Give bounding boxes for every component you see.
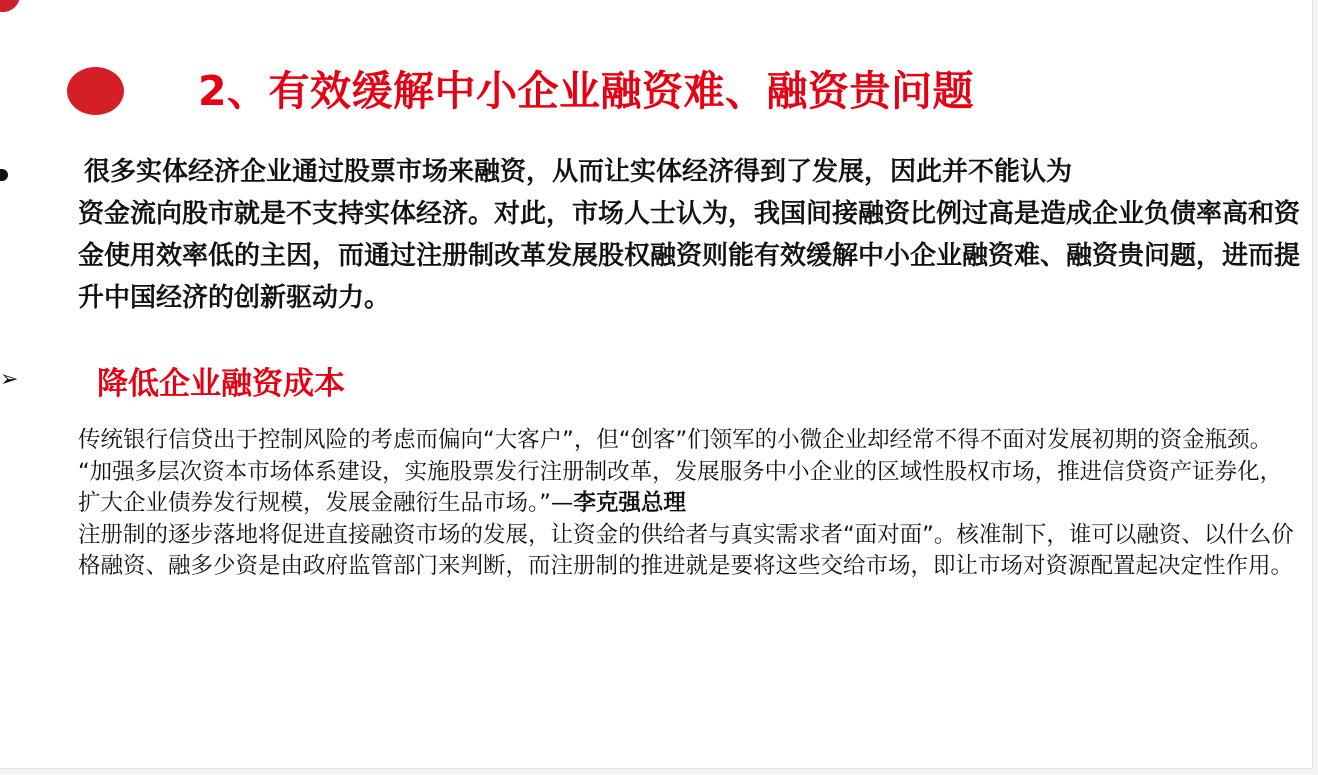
title-bullet-circle bbox=[67, 67, 124, 115]
body-paragraph-quote bbox=[78, 457, 1303, 520]
main-paragraph-first-line: 很多实体经济企业通过股票市场来融资，从而让实体经济得到了发展，因此并不能认为 bbox=[84, 157, 1073, 187]
quote-attribution: 李克强总理 bbox=[573, 490, 686, 516]
bullet-dot-icon bbox=[0, 169, 8, 181]
arrow-bullet-icon: ➢ bbox=[0, 367, 19, 392]
slide-title: 2、有效缓解中小企业融资难、融资贵问题 bbox=[198, 67, 975, 115]
quote-text: “加强多层次资本市场体系建设，实施股票发行注册制改革，发展服务中小企业的区域性股权市场，推进信贷资产证券化，扩大企业债券发行规模，发展金融衍生品市场。”— bbox=[78, 458, 1283, 516]
main-paragraph bbox=[78, 151, 1303, 319]
section-body bbox=[78, 425, 1303, 583]
corner-decoration bbox=[0, 0, 20, 12]
body-paragraph-credit: 传统银行信贷出于控制风险的考虑而偏向“大客户”，但“创客”们领军的小微企业却经常不得不面对发展初期的资金瓶颈。 bbox=[78, 427, 1273, 453]
main-paragraph-rest: 资金流向股市就是不支持实体经济。对此，市场人士认为，我国间接融资比例过高是造成企业负债率高和资金使用效率低的主因，而通过注册制改革发展股权融资则能有效缓解中小企业融资难、融资贵问题，进而提升中国经济的创新驱动力。 bbox=[78, 199, 1301, 313]
section-subheading: 降低企业融资成本 bbox=[97, 366, 345, 402]
body-paragraph-registration: 注册制的逐步落地将促进直接融资市场的发展，让资金的供给者与真实需求者“面对面”。核准制下，谁可以融资、以什么价格融资、融多少资是由政府监管部门来判断，而注册制的推进就是要将这些交给市场，即让市场对资源配置起决定性作用。 bbox=[78, 521, 1294, 579]
